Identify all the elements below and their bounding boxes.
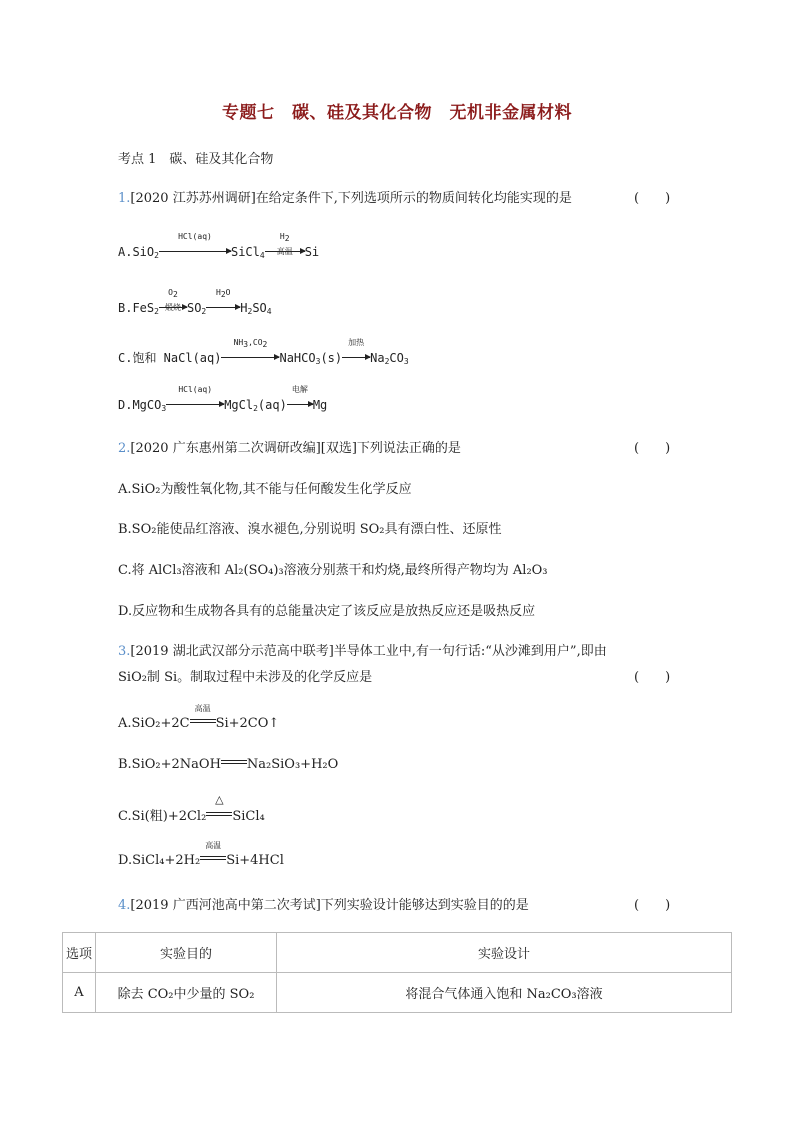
equation-left: B.SiO₂+2NaOH — [118, 757, 221, 772]
q1-option-a — [118, 232, 320, 260]
species: NaHCO — [279, 351, 316, 365]
species: SO — [252, 301, 267, 315]
q1-option-c — [118, 338, 409, 366]
q3-option-a — [118, 704, 280, 731]
subscript: 2 — [154, 307, 159, 316]
row-design: 将混合气体通入饱和 Na₂CO₃溶液 — [277, 973, 732, 1013]
subscript: 4 — [266, 307, 272, 316]
species: H — [240, 301, 248, 315]
question-number: 3. — [118, 644, 131, 659]
option-label: C. — [118, 351, 133, 365]
equation-right: Si+2CO↑ — [215, 716, 280, 731]
equation-right: Si+4HCl — [226, 853, 284, 868]
species: Si — [304, 245, 320, 259]
q3-option-b — [118, 757, 338, 772]
section-heading: 考点 1 碳、硅及其化合物 — [118, 152, 274, 167]
arrow-condition: $H_2O$ — [216, 288, 231, 299]
species: SO — [186, 301, 202, 315]
page-title: 专题七 碳、硅及其化合物 无机非金属材料 — [222, 103, 572, 123]
question-2 — [118, 437, 461, 456]
experiment-table — [62, 932, 732, 1013]
equation-condition: 高温 — [194, 704, 211, 713]
equals-sign — [221, 757, 247, 772]
option-label: A. — [118, 245, 133, 259]
arrow-condition: $H_2$ — [279, 232, 290, 243]
species: (s) — [320, 351, 343, 365]
question-text: [2019 广西河池高中第二次考试]下列实验设计能够达到实验目的的是 — [130, 898, 529, 913]
option-label: D. — [118, 398, 133, 412]
q2-option-d: D.反应物和生成物各具有的总能量决定了该反应是放热反应还是吸热反应 — [118, 604, 536, 619]
subscript: 3 — [161, 404, 167, 413]
reaction-arrow — [342, 338, 370, 365]
question-number: 2. — [118, 441, 131, 456]
answer-bracket: ( ) — [634, 191, 671, 206]
q1-option-b — [118, 288, 272, 316]
arrow-condition-below: 煅烧 — [164, 303, 181, 312]
arrow-condition: $O_2$ — [168, 288, 178, 299]
q3-option-d — [118, 841, 284, 868]
answer-bracket: ( ) — [634, 898, 671, 913]
row-option: A — [63, 973, 96, 1013]
species: MgCl — [224, 398, 254, 412]
question-number: 4. — [118, 898, 131, 913]
arrow-condition: $NH_3,CO_2$ — [233, 338, 268, 349]
species: (aq) — [257, 398, 287, 412]
arrow-condition-below: 高温 — [276, 247, 293, 256]
header-purpose: 实验目的 — [96, 933, 277, 973]
equation-condition: 高温 — [205, 841, 222, 850]
table-header-row — [63, 933, 732, 973]
subscript: 2 — [154, 251, 159, 260]
equals-sign — [206, 793, 232, 824]
subscript: 3 — [403, 357, 409, 366]
reaction-arrow — [166, 385, 224, 412]
arrow-condition: HCl(aq) — [178, 385, 213, 394]
answer-bracket: ( ) — [634, 441, 671, 456]
reaction-arrow — [159, 232, 231, 259]
equals-sign — [200, 841, 226, 868]
q2-option-c: C.将 AlCl₃溶液和 Al₂(SO₄)₃溶液分别蒸干和灼烧,最终所得产物均为 Al₂O₃ — [118, 563, 548, 578]
heat-symbol: △ — [215, 793, 224, 806]
q2-option-a: A.SiO₂为酸性氧化物,其不能与任何酸发生化学反应 — [118, 482, 412, 497]
question-3 — [118, 640, 607, 659]
species: 饱和 NaCl(aq) — [132, 351, 222, 365]
question-text: [2019 湖北武汉部分示范高中联考]半导体工业中,有一句行话:“从沙滩到用户”,即由 — [130, 644, 607, 659]
arrow-condition: 电解 — [291, 385, 308, 394]
question-number: 1. — [118, 191, 131, 206]
reaction-arrow — [206, 288, 240, 315]
species: Mg — [312, 398, 328, 412]
arrow-condition: 加热 — [348, 338, 365, 347]
subscript: 2 — [253, 404, 258, 413]
reaction-arrow — [221, 338, 279, 365]
option-label: B. — [118, 301, 133, 315]
species: MgCO — [132, 398, 162, 412]
subscript: 2 — [247, 307, 253, 316]
species: SiO — [132, 245, 155, 259]
question-1 — [118, 187, 572, 206]
answer-bracket: ( ) — [634, 670, 671, 685]
species: Na — [370, 351, 385, 365]
species: CO — [389, 351, 404, 365]
species: SiCl — [230, 245, 260, 259]
reaction-arrow — [159, 288, 187, 315]
header-option: 选项 — [63, 933, 96, 973]
equation-left: D.SiCl₄+2H₂ — [118, 853, 201, 868]
subscript: 3 — [315, 357, 321, 366]
reaction-arrow — [287, 385, 313, 412]
row-purpose: 除去 CO₂中少量的 SO₂ — [96, 973, 277, 1013]
question-text: [2020 广东惠州第二次调研改编][双选]下列说法正确的是 — [130, 441, 461, 456]
reaction-arrow — [265, 232, 305, 259]
species: FeS — [132, 301, 155, 315]
header-design: 实验设计 — [277, 933, 732, 973]
subscript: 4 — [259, 251, 265, 260]
question-text: [2020 江苏苏州调研]在给定条件下,下列选项所示的物质间转化均能实现的是 — [130, 191, 572, 206]
q1-option-d — [118, 385, 328, 413]
subscript: 2 — [201, 307, 207, 316]
question-3-line-2: SiO₂制 Si。制取过程中未涉及的化学反应是 — [118, 670, 373, 685]
arrow-condition: HCl(aq) — [178, 232, 212, 241]
equals-sign — [190, 704, 216, 731]
equation-right: SiCl₄ — [232, 809, 265, 824]
q2-option-b: B.SO₂能使品红溶液、溴水褪色,分别说明 SO₂具有漂白性、还原性 — [118, 522, 502, 537]
equation-left: C.Si(粗)+2Cl₂ — [118, 809, 207, 824]
table-row — [63, 973, 732, 1013]
question-4 — [118, 894, 529, 913]
q3-option-c — [118, 793, 265, 824]
equation-left: A.SiO₂+2C — [118, 716, 190, 731]
equation-right: Na₂SiO₃+H₂O — [246, 757, 339, 772]
subscript: 2 — [384, 357, 390, 366]
